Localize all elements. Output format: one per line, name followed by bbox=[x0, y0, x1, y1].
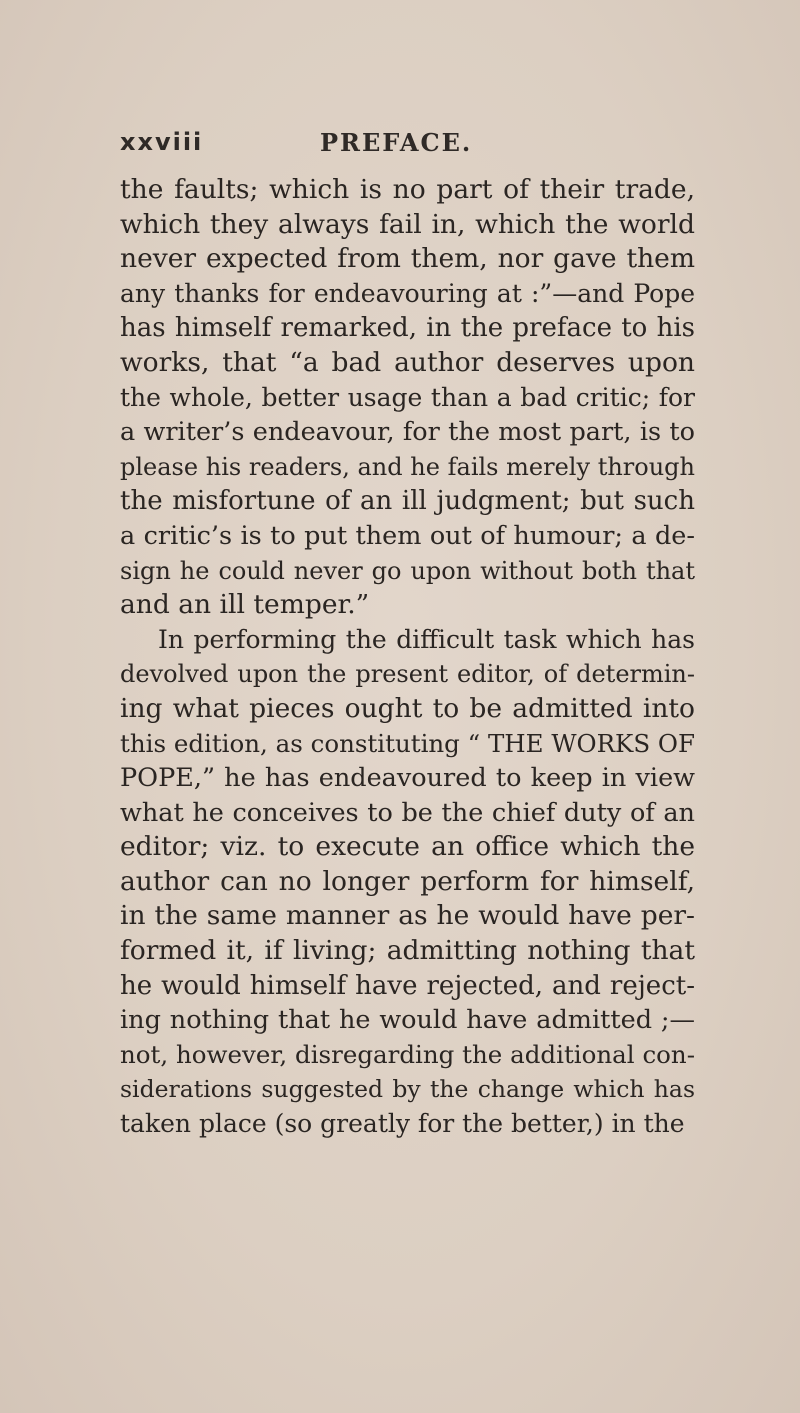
text-line: siderations suggested by the change which has bbox=[120, 1075, 695, 1104]
text-line: ing what pieces ought to be admitted into bbox=[120, 692, 695, 724]
body-text bbox=[120, 173, 695, 1142]
paragraph-end-line: and an ill temper.” bbox=[120, 589, 370, 621]
text-line: author can no longer perform for himself, bbox=[120, 865, 695, 897]
paragraph-start-line: In performing the difficult task which has bbox=[158, 624, 695, 654]
text-line: what he conceives to be the chief duty of an bbox=[120, 797, 695, 828]
page-header bbox=[120, 128, 680, 168]
text-line: devolved upon the present editor, of determin- bbox=[120, 660, 695, 689]
text-line: the whole, better usage than a bad critic; for bbox=[120, 382, 695, 412]
text-line: formed it, if living; admitting nothing that bbox=[120, 935, 695, 967]
text-line: not, however, disregarding the additional con- bbox=[120, 1039, 695, 1069]
text-line: which they always fail in, which the world bbox=[120, 208, 695, 240]
text-line: please his readers, and he fails merely through bbox=[120, 452, 695, 481]
text-line: a writer’s endeavour, for the most part, is to bbox=[120, 417, 695, 448]
text-line: the faults; which is no part of their trade, bbox=[120, 174, 695, 205]
text-line: editor; viz. to execute an office which the bbox=[120, 831, 695, 863]
text-line: POPE,” he has endeavoured to keep in view bbox=[120, 763, 695, 794]
text-line: this edition, as constituting “ THE WORKS OF bbox=[120, 728, 696, 758]
text-line: taken place (so greatly for the better,) in the bbox=[120, 1109, 685, 1139]
text-line: ing nothing that he would have admitted ;— bbox=[120, 1005, 695, 1036]
text-line: he would himself have rejected, and reject- bbox=[120, 970, 695, 1001]
text-line: works, that “a bad author deserves upon bbox=[120, 346, 695, 378]
text-line: has himself remarked, in the preface to his bbox=[120, 313, 695, 344]
text-line: sign he could never go upon without both that bbox=[120, 556, 695, 585]
text-line: any thanks for endeavouring at :”—and Pope bbox=[120, 278, 695, 308]
text-line: never expected from them, nor gave them bbox=[120, 243, 695, 275]
running-head: PREFACE. bbox=[320, 128, 473, 157]
page-number: xxviii bbox=[120, 128, 204, 156]
text-line: in the same manner as he would have per- bbox=[120, 900, 695, 932]
text-line: a critic’s is to put them out of humour; a de- bbox=[120, 520, 695, 551]
text-line: the misfortune of an ill judgment; but such bbox=[120, 486, 695, 517]
